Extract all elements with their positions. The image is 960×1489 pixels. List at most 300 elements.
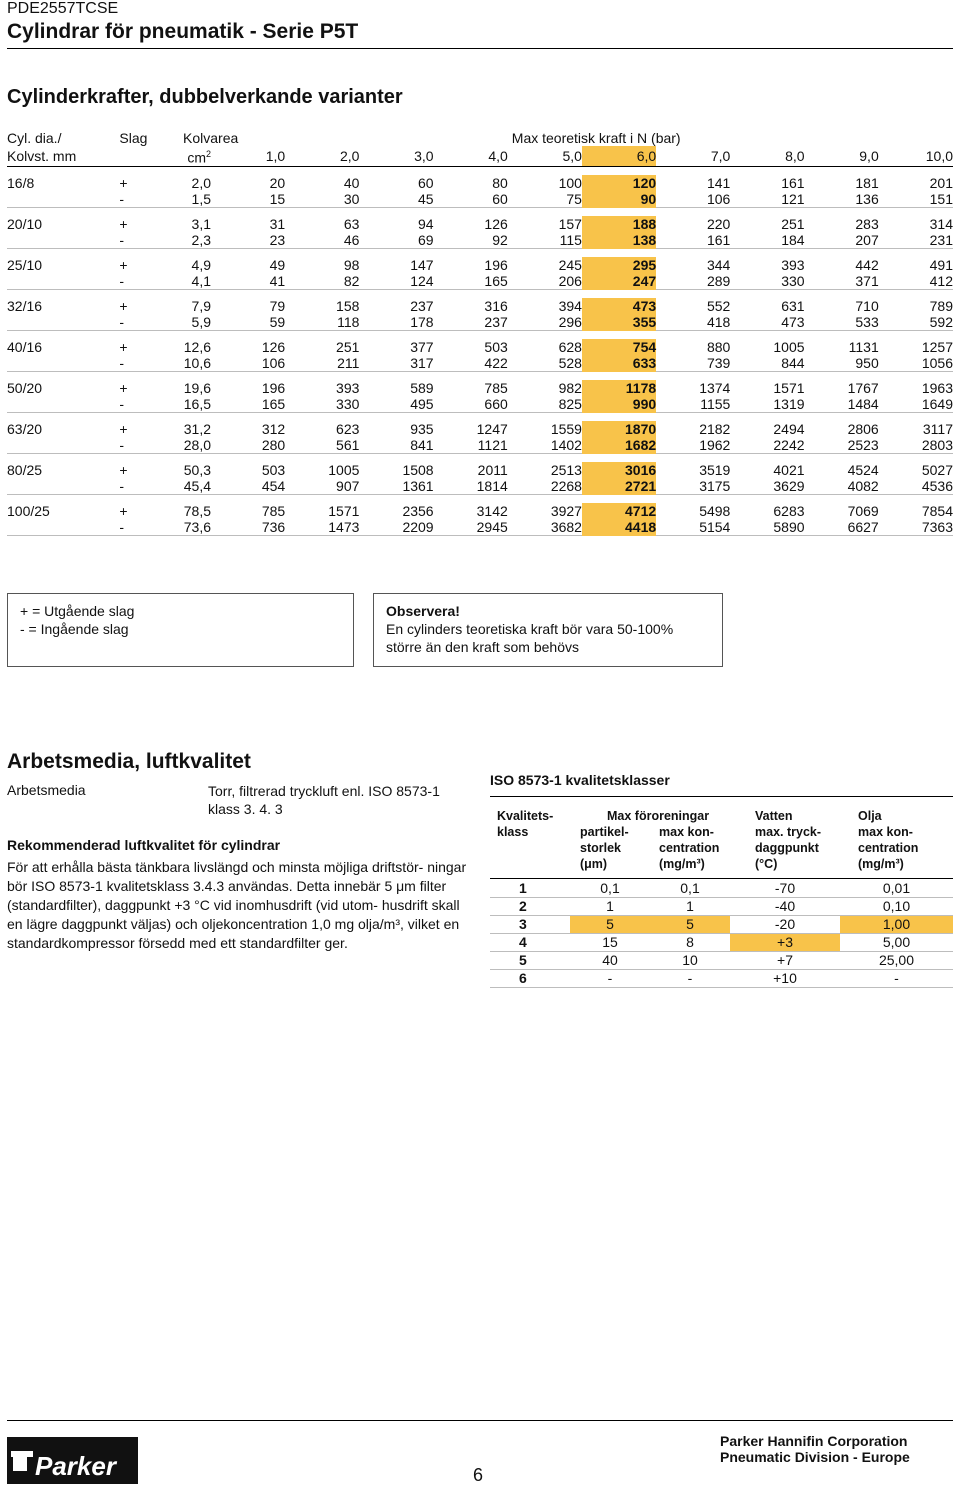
force-value: 660 bbox=[434, 396, 508, 413]
force-value: 1962 bbox=[656, 437, 730, 454]
piston-area: 1,5 bbox=[163, 191, 211, 208]
force-value: 106 bbox=[656, 191, 730, 208]
iso-concentration: 1 bbox=[650, 898, 730, 916]
iso-dewpoint: +3 bbox=[730, 934, 840, 952]
force-value: 739 bbox=[656, 355, 730, 372]
force-value: 161 bbox=[656, 232, 730, 249]
table-row bbox=[7, 191, 953, 208]
cylinder-diameter bbox=[7, 273, 119, 290]
iso-row bbox=[490, 880, 953, 898]
force-value: 120 bbox=[582, 175, 656, 191]
arbetsmedia-value: Torr, filtrerad tryckluft enl. ISO 8573-1 klass 3. 4. 3 bbox=[208, 783, 440, 817]
table-row bbox=[7, 519, 953, 536]
force-value: 841 bbox=[359, 437, 433, 454]
piston-area: 73,6 bbox=[163, 519, 211, 536]
force-value: 503 bbox=[484, 338, 508, 355]
force-value: 1005 bbox=[773, 338, 805, 355]
force-value: 6627 bbox=[805, 519, 879, 536]
force-value: 181 bbox=[855, 174, 879, 191]
force-value: 1361 bbox=[359, 478, 433, 495]
piston-area: 7,9 bbox=[191, 297, 212, 314]
iso-class: 1 bbox=[490, 880, 570, 898]
table-header-row bbox=[7, 130, 953, 146]
force-value: 1247 bbox=[476, 420, 508, 437]
force-value: 2803 bbox=[879, 437, 953, 454]
piston-area: 5,9 bbox=[163, 314, 211, 331]
force-value: 251 bbox=[781, 215, 805, 232]
stroke-direction: + bbox=[119, 338, 128, 355]
svg-text:Parker: Parker bbox=[35, 1451, 116, 1481]
table-row bbox=[7, 421, 953, 437]
force-value: 1131 bbox=[848, 338, 879, 355]
company-info: Parker Hannifin Corporation Pneumatic Division - Europe bbox=[720, 1433, 910, 1465]
cylinder-diameter: 25/10 bbox=[7, 256, 43, 273]
cylinder-diameter bbox=[7, 519, 119, 536]
table-row bbox=[7, 298, 953, 314]
iso-particle: 1 bbox=[570, 898, 650, 916]
force-value: 126 bbox=[484, 215, 508, 232]
force-value: 785 bbox=[484, 379, 508, 396]
force-value: 3016 bbox=[582, 462, 656, 478]
piston-area: 2,3 bbox=[163, 232, 211, 249]
force-value: 1870 bbox=[582, 421, 656, 437]
force-value: 1005 bbox=[328, 461, 360, 478]
force-value: 23 bbox=[211, 232, 285, 249]
force-value: 15 bbox=[211, 191, 285, 208]
header-pressure: 4,0 bbox=[434, 146, 508, 166]
page-number: 6 bbox=[473, 1465, 484, 1485]
force-value: 371 bbox=[805, 273, 879, 290]
note-line: större än den kraft som behövs bbox=[386, 639, 579, 655]
force-value: 880 bbox=[706, 338, 731, 355]
force-value: 82 bbox=[285, 273, 359, 290]
force-value: 5890 bbox=[730, 519, 804, 536]
stroke-direction: + bbox=[119, 502, 128, 519]
force-value: 394 bbox=[558, 297, 582, 314]
force-value: 94 bbox=[418, 215, 434, 232]
piston-area: 28,0 bbox=[163, 437, 211, 454]
stroke-direction: + bbox=[119, 174, 128, 191]
force-value: 211 bbox=[285, 355, 359, 372]
cylinder-diameter: 20/10 bbox=[7, 215, 43, 232]
force-value: 1178 bbox=[582, 380, 656, 396]
force-value: 4082 bbox=[805, 478, 879, 495]
force-value: 2242 bbox=[730, 437, 804, 454]
force-value: 950 bbox=[805, 355, 879, 372]
cylinder-diameter bbox=[7, 191, 119, 208]
cylinder-diameter: 32/16 bbox=[7, 297, 43, 314]
force-value: 442 bbox=[855, 256, 879, 273]
table-header-row bbox=[7, 146, 953, 166]
table-row bbox=[7, 355, 953, 372]
cylinder-diameter: 40/16 bbox=[7, 338, 43, 355]
force-value: 30 bbox=[285, 191, 359, 208]
table-row bbox=[7, 478, 953, 495]
iso-particle: 5 bbox=[570, 916, 650, 934]
force-value: 3175 bbox=[656, 478, 730, 495]
force-value: 7854 bbox=[921, 502, 953, 519]
iso-row bbox=[490, 916, 953, 934]
force-value: 344 bbox=[706, 256, 731, 273]
iso-class: 3 bbox=[490, 916, 570, 934]
force-value: 121 bbox=[730, 191, 804, 208]
force-value: 2268 bbox=[508, 478, 582, 495]
iso-oil: 25,00 bbox=[840, 952, 953, 970]
force-value: 4021 bbox=[773, 461, 805, 478]
header-max-force: Max teoretisk kraft i N (bar) bbox=[511, 130, 681, 146]
force-value: 1571 bbox=[328, 502, 360, 519]
force-value: 40 bbox=[343, 174, 360, 191]
force-value: 4712 bbox=[582, 503, 656, 519]
iso-concentration: 5 bbox=[650, 916, 730, 934]
stroke-direction: + bbox=[119, 256, 128, 273]
divider bbox=[7, 48, 953, 49]
table-row bbox=[7, 216, 953, 232]
force-value: 1319 bbox=[730, 396, 804, 413]
recommendation-title: Rekommenderad luftkvalitet för cylindrar bbox=[7, 837, 281, 853]
force-value: 283 bbox=[855, 215, 879, 232]
table-row bbox=[7, 396, 953, 413]
force-value: 2513 bbox=[550, 461, 582, 478]
force-value: 196 bbox=[261, 379, 286, 396]
force-value: 20 bbox=[269, 174, 286, 191]
iso-class: 4 bbox=[490, 934, 570, 952]
force-value: 296 bbox=[508, 314, 582, 331]
force-value: 46 bbox=[285, 232, 359, 249]
force-value: 561 bbox=[285, 437, 359, 454]
force-value: 100 bbox=[558, 174, 582, 191]
force-value: 1508 bbox=[402, 461, 434, 478]
force-value: 251 bbox=[336, 338, 360, 355]
header-pressure: 1,0 bbox=[211, 146, 285, 166]
force-value: 628 bbox=[558, 338, 582, 355]
iso-concentration: - bbox=[650, 970, 730, 988]
force-value: 3117 bbox=[922, 420, 953, 437]
force-value: 41 bbox=[211, 273, 285, 290]
force-value: 1649 bbox=[879, 396, 953, 413]
force-value: 330 bbox=[730, 273, 804, 290]
force-value: 1814 bbox=[434, 478, 508, 495]
force-value: 161 bbox=[781, 174, 805, 191]
piston-area: 4,9 bbox=[191, 256, 212, 273]
force-value: 935 bbox=[410, 420, 434, 437]
force-value: 1056 bbox=[879, 355, 953, 372]
force-value: 196 bbox=[484, 256, 508, 273]
divider bbox=[490, 796, 953, 797]
force-value: 69 bbox=[359, 232, 433, 249]
stroke-direction: + bbox=[119, 215, 128, 232]
force-value: 80 bbox=[492, 174, 508, 191]
force-value: 1963 bbox=[921, 379, 953, 396]
force-value: 237 bbox=[410, 297, 434, 314]
force-value: 754 bbox=[582, 339, 656, 355]
iso-row bbox=[490, 952, 953, 970]
force-value: 60 bbox=[418, 174, 434, 191]
cylinder-diameter bbox=[7, 437, 119, 454]
section-heading: Arbetsmedia, luftkvalitet bbox=[7, 750, 251, 773]
stroke-direction: + bbox=[119, 297, 128, 314]
force-value: 151 bbox=[879, 191, 953, 208]
stroke-direction: + bbox=[119, 461, 128, 478]
force-value: 178 bbox=[359, 314, 433, 331]
force-value: 6283 bbox=[773, 502, 805, 519]
iso-particle: 40 bbox=[570, 952, 650, 970]
piston-area: 10,6 bbox=[163, 355, 211, 372]
iso-concentration: 8 bbox=[650, 934, 730, 952]
force-value: 90 bbox=[582, 191, 656, 208]
iso-dewpoint: -70 bbox=[730, 880, 840, 898]
piston-area: 78,5 bbox=[183, 502, 212, 519]
force-value: 207 bbox=[805, 232, 879, 249]
force-value: 295 bbox=[582, 257, 656, 273]
cylinder-diameter bbox=[7, 314, 119, 331]
force-value: 2011 bbox=[477, 461, 508, 478]
force-value: 2209 bbox=[359, 519, 433, 536]
force-value: 231 bbox=[879, 232, 953, 249]
force-value: 289 bbox=[656, 273, 730, 290]
force-value: 473 bbox=[582, 298, 656, 314]
iso-oil: 0,01 bbox=[840, 880, 953, 898]
iso-oil: 1,00 bbox=[840, 916, 953, 934]
force-value: 124 bbox=[359, 273, 433, 290]
iso-concentration: 10 bbox=[650, 952, 730, 970]
header-area-unit: $cm^2$ bbox=[163, 146, 211, 166]
force-value: 589 bbox=[410, 379, 434, 396]
force-value: 355 bbox=[582, 314, 656, 331]
force-value: 631 bbox=[781, 297, 805, 314]
iso-dewpoint: +10 bbox=[730, 970, 840, 988]
force-value: 158 bbox=[336, 297, 360, 314]
footer-divider bbox=[7, 1420, 953, 1421]
header-pressure: 2,0 bbox=[285, 146, 359, 166]
note-title: Observera! bbox=[386, 603, 460, 619]
iso-oil: - bbox=[840, 970, 953, 988]
force-value: 188 bbox=[582, 216, 656, 232]
table-row bbox=[7, 462, 953, 478]
iso-class: 6 bbox=[490, 970, 570, 988]
force-value: 982 bbox=[558, 379, 582, 396]
force-table bbox=[7, 130, 953, 536]
force-value: 789 bbox=[929, 297, 953, 314]
header-pressure: 6,0 bbox=[582, 146, 656, 166]
stroke-direction: - bbox=[119, 232, 163, 249]
force-value: 206 bbox=[508, 273, 582, 290]
cylinder-diameter bbox=[7, 478, 119, 495]
header-pressure: 5,0 bbox=[508, 146, 582, 166]
force-value: 63 bbox=[343, 215, 360, 232]
force-value: 7069 bbox=[847, 502, 879, 519]
force-value: 495 bbox=[359, 396, 433, 413]
cylinder-diameter: 50/20 bbox=[7, 379, 43, 396]
force-value: 990 bbox=[582, 396, 656, 413]
header-slag: Slag bbox=[119, 130, 148, 146]
force-value: 312 bbox=[261, 420, 286, 437]
force-value: 60 bbox=[434, 191, 508, 208]
piston-area: 2,0 bbox=[191, 174, 212, 191]
cylinder-diameter: 63/20 bbox=[7, 420, 43, 437]
iso-dewpoint: -40 bbox=[730, 898, 840, 916]
force-value: 5154 bbox=[656, 519, 730, 536]
table-row bbox=[7, 339, 953, 355]
force-value: 92 bbox=[434, 232, 508, 249]
force-value: 2721 bbox=[582, 478, 656, 495]
force-value: 75 bbox=[508, 191, 582, 208]
table-row bbox=[7, 437, 953, 454]
iso-oil: 5,00 bbox=[840, 934, 953, 952]
force-value: 1682 bbox=[582, 437, 656, 454]
force-value: 118 bbox=[285, 314, 359, 331]
force-value: 3682 bbox=[508, 519, 582, 536]
force-value: 710 bbox=[855, 297, 879, 314]
force-value: 136 bbox=[805, 191, 879, 208]
cylinder-diameter bbox=[7, 355, 119, 372]
force-value: 317 bbox=[359, 355, 433, 372]
force-value: 2182 bbox=[699, 420, 731, 437]
force-value: 2523 bbox=[805, 437, 879, 454]
force-value: 245 bbox=[558, 256, 582, 273]
force-value: 165 bbox=[434, 273, 508, 290]
force-value: 633 bbox=[582, 355, 656, 372]
force-value: 106 bbox=[211, 355, 285, 372]
document-code: PDE2557TCSE bbox=[7, 0, 119, 17]
force-value: 2945 bbox=[434, 519, 508, 536]
cylinder-diameter: 100/25 bbox=[7, 502, 50, 519]
force-value: 3142 bbox=[476, 502, 508, 519]
force-value: 79 bbox=[269, 297, 286, 314]
table-row bbox=[7, 232, 953, 249]
force-value: 1257 bbox=[921, 338, 953, 355]
force-value: 592 bbox=[879, 314, 953, 331]
force-value: 1155 bbox=[656, 396, 730, 413]
force-value: 1121 bbox=[434, 437, 508, 454]
force-value: 422 bbox=[434, 355, 508, 372]
table-row bbox=[7, 503, 953, 519]
force-value: 825 bbox=[508, 396, 582, 413]
force-value: 201 bbox=[929, 174, 953, 191]
force-value: 377 bbox=[410, 338, 434, 355]
force-value: 4536 bbox=[879, 478, 953, 495]
force-value: 473 bbox=[730, 314, 804, 331]
stroke-direction: - bbox=[119, 396, 163, 413]
force-value: 280 bbox=[211, 437, 285, 454]
force-value: 1571 bbox=[773, 379, 805, 396]
force-value: 393 bbox=[336, 379, 360, 396]
force-value: 491 bbox=[929, 256, 953, 273]
force-value: 907 bbox=[285, 478, 359, 495]
iso-oil: 0,10 bbox=[840, 898, 953, 916]
recommendation-text: För att erhålla bästa tänkbara livslängd och minsta möjliga driftstör- ningar bör ISO 8573-1 kvalitetsklass 3.4.3 användas. Detta innebär 5 μm filter (standardfilter), daggpunkt +3 °C vid inomhusdrift (vid utom- husdrift skall en lägre daggpunkt väljas) och oljekoncentration 1,0 mg olja/m³, vilket en standardkompressor försedd med ett standardfilter ger. bbox=[7, 859, 467, 951]
stroke-direction: - bbox=[119, 191, 163, 208]
force-value: 5498 bbox=[699, 502, 731, 519]
legend-minus: - = Ingående slag bbox=[20, 621, 129, 637]
table-row bbox=[7, 273, 953, 290]
force-value: 1484 bbox=[805, 396, 879, 413]
force-value: 98 bbox=[343, 256, 360, 273]
force-value: 454 bbox=[211, 478, 285, 495]
header-kolvst: Kolvst. mm bbox=[7, 146, 119, 166]
force-value: 330 bbox=[285, 396, 359, 413]
force-value: 736 bbox=[211, 519, 285, 536]
iso-class: 2 bbox=[490, 898, 570, 916]
iso-row bbox=[490, 934, 953, 952]
table-row bbox=[7, 314, 953, 331]
force-value: 126 bbox=[261, 338, 286, 355]
force-value: 2494 bbox=[773, 420, 805, 437]
header-kolvarea: Kolvarea bbox=[183, 130, 239, 146]
piston-area: 12,6 bbox=[183, 338, 212, 355]
force-value: 552 bbox=[706, 297, 731, 314]
table-row bbox=[7, 380, 953, 396]
iso-particle: 15 bbox=[570, 934, 650, 952]
header-pressure: 9,0 bbox=[805, 146, 879, 166]
force-value: 528 bbox=[508, 355, 582, 372]
cylinder-diameter bbox=[7, 232, 119, 249]
force-value: 147 bbox=[410, 256, 434, 273]
force-value: 115 bbox=[508, 232, 582, 249]
force-value: 157 bbox=[558, 215, 582, 232]
iso-particle: 0,1 bbox=[570, 880, 650, 898]
force-value: 49 bbox=[269, 256, 286, 273]
force-value: 623 bbox=[336, 420, 360, 437]
iso-row bbox=[490, 898, 953, 916]
force-value: 844 bbox=[730, 355, 804, 372]
force-value: 59 bbox=[211, 314, 285, 331]
force-value: 533 bbox=[805, 314, 879, 331]
force-value: 393 bbox=[781, 256, 805, 273]
cylinder-diameter: 16/8 bbox=[7, 174, 35, 191]
force-value: 4524 bbox=[847, 461, 879, 478]
note-box bbox=[373, 593, 723, 667]
force-value: 138 bbox=[582, 232, 656, 249]
piston-area: 3,1 bbox=[191, 215, 212, 232]
stroke-direction: - bbox=[119, 314, 163, 331]
piston-area: 4,1 bbox=[163, 273, 211, 290]
force-value: 31 bbox=[269, 215, 286, 232]
force-value: 141 bbox=[706, 174, 731, 191]
force-value: 785 bbox=[261, 502, 286, 519]
force-value: 314 bbox=[929, 215, 953, 232]
force-value: 1473 bbox=[285, 519, 359, 536]
divider bbox=[490, 878, 953, 879]
force-value: 247 bbox=[582, 273, 656, 290]
piston-area: 31,2 bbox=[183, 420, 212, 437]
force-value: 4418 bbox=[582, 519, 656, 536]
stroke-direction: + bbox=[119, 379, 128, 396]
stroke-direction: - bbox=[119, 273, 163, 290]
force-value: 1374 bbox=[699, 379, 731, 396]
stroke-direction: - bbox=[119, 478, 163, 495]
iso-title: ISO 8573-1 kvalitetsklasser bbox=[490, 772, 670, 788]
stroke-direction: - bbox=[119, 355, 163, 372]
iso-table bbox=[490, 880, 953, 988]
force-value: 503 bbox=[261, 461, 286, 478]
force-value: 220 bbox=[706, 215, 731, 232]
iso-particle: - bbox=[570, 970, 650, 988]
table-row bbox=[7, 175, 953, 191]
iso-dewpoint: +7 bbox=[730, 952, 840, 970]
parker-logo bbox=[7, 1437, 138, 1484]
header-pressure: 3,0 bbox=[359, 146, 433, 166]
force-value: 1402 bbox=[508, 437, 582, 454]
force-value: 5027 bbox=[921, 461, 953, 478]
force-value: 1767 bbox=[847, 379, 879, 396]
arbetsmedia-label: Arbetsmedia bbox=[7, 782, 86, 798]
header-cyl-dia: Cyl. dia./ bbox=[7, 130, 62, 146]
stroke-direction: - bbox=[119, 437, 163, 454]
force-value: 45 bbox=[359, 191, 433, 208]
stroke-direction: + bbox=[119, 420, 128, 437]
force-value: 316 bbox=[484, 297, 508, 314]
